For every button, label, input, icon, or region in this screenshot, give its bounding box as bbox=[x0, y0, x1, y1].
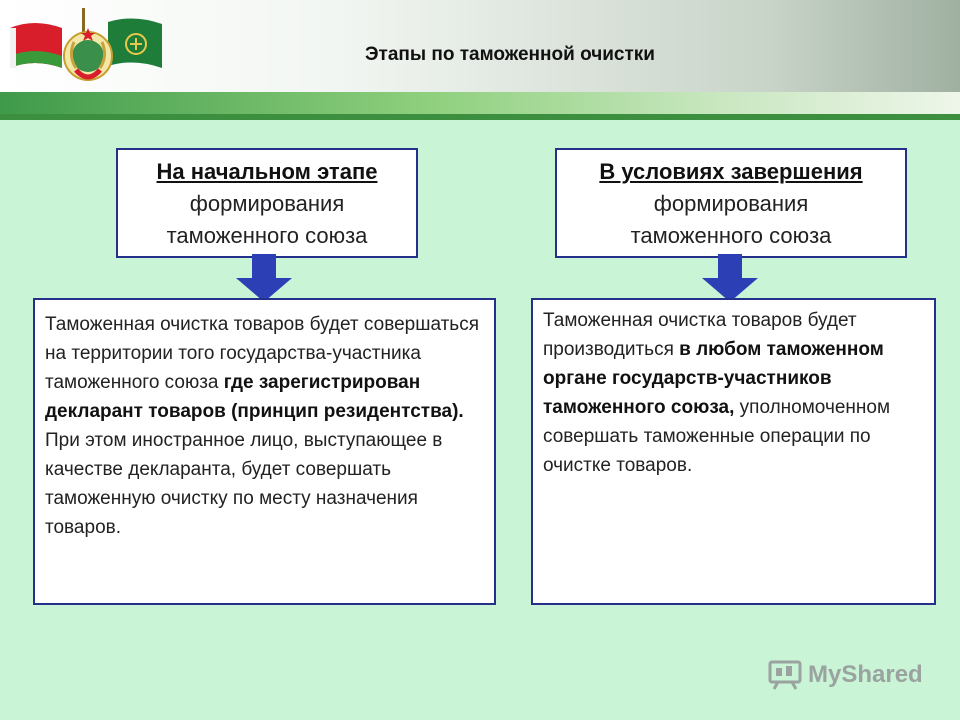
stage-final-text-2: уполномоченном совершать таможенные операции по очистке товаров. bbox=[543, 397, 891, 476]
stage-final-heading-box bbox=[555, 148, 907, 258]
header-green-strip bbox=[0, 92, 960, 114]
stage-initial-description-box bbox=[33, 298, 496, 605]
page-title: Этапы по таможенной очистки bbox=[365, 44, 655, 65]
stage-initial-text-2: При этом иностранное лицо, выступающее в качестве декларанта, будет совершать таможенную очистку по месту назначения товаров. bbox=[45, 430, 443, 538]
stage-initial-lead: На начальном этапе bbox=[156, 159, 378, 184]
stage-final-text-1: Таможенная очистка товаров будет производиться bbox=[543, 310, 857, 360]
down-arrow-icon bbox=[236, 254, 292, 302]
stage-final-heading-line-3: таможенного союза bbox=[630, 223, 832, 248]
presentation-board-icon bbox=[768, 660, 802, 690]
stage-initial-text-1: Таможенная очистка товаров будет совершаться на территории того государства-участника таможенного союза bbox=[45, 314, 479, 393]
stage-initial-heading-box bbox=[116, 148, 418, 258]
stage-final-description-box bbox=[531, 298, 936, 605]
stage-final-text-bold: в любом таможенном органе государств-участников таможенного союза, bbox=[543, 339, 884, 418]
stage-final-heading-line-2: формирования bbox=[653, 191, 809, 216]
stage-initial-text-bold: где зарегистрирован декларант товаров (принцип резидентства). bbox=[45, 372, 464, 422]
stage-initial-heading-line-3: таможенного союза bbox=[166, 223, 368, 248]
down-arrow-icon bbox=[702, 254, 758, 302]
watermark-text: MyShared bbox=[808, 661, 923, 688]
stage-final-lead: В условиях завершения bbox=[599, 159, 863, 184]
watermark bbox=[768, 658, 923, 692]
header-divider bbox=[0, 114, 960, 120]
stage-initial-heading-line-2: формирования bbox=[189, 191, 345, 216]
belarus-customs-emblem-icon bbox=[4, 6, 166, 90]
